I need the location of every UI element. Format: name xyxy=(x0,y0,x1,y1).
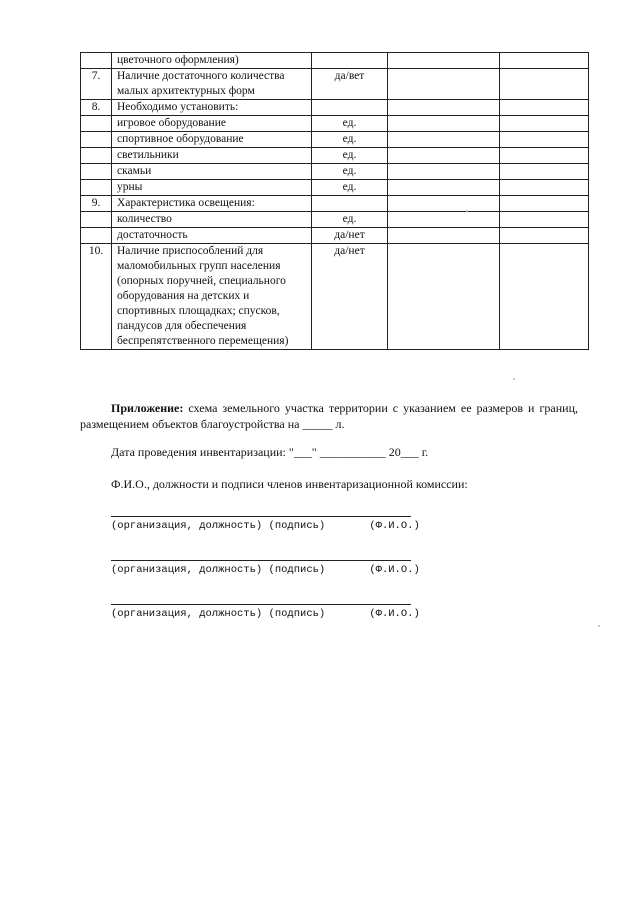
value-cell[interactable] xyxy=(388,212,500,228)
row-unit xyxy=(312,196,388,212)
row-text: Наличие приспособлений для маломобильных групп населения (опорных поручней, специального оборудования на детских и спортивных площадках; спусков, пандусов для обеспечения беспрепятственного перемещения) xyxy=(112,244,312,350)
row-number xyxy=(81,116,112,132)
table-row xyxy=(81,228,589,244)
row-text: спортивное оборудование xyxy=(112,132,312,148)
value-cell[interactable] xyxy=(388,164,500,180)
commission-heading: Ф.И.О., должности и подписи членов инвентаризационной комиссии: xyxy=(111,477,468,491)
value-cell[interactable] xyxy=(388,196,500,212)
signature-block xyxy=(111,560,491,577)
note-cell[interactable] xyxy=(500,228,589,244)
value-cell[interactable] xyxy=(388,100,500,116)
row-text: урны xyxy=(112,180,312,196)
value-cell[interactable] xyxy=(388,180,500,196)
note-cell[interactable] xyxy=(500,132,589,148)
appendix-text: схема земельного участка территории с указанием ее размеров и границ, размещением объектов благоустройства на _____ л. xyxy=(80,401,578,431)
row-unit: да/вет xyxy=(312,69,388,100)
table-row xyxy=(81,53,589,69)
value-cell[interactable] xyxy=(388,69,500,100)
signature-block xyxy=(111,604,491,621)
note-cell[interactable] xyxy=(500,244,589,350)
value-cell[interactable] xyxy=(388,148,500,164)
row-text: цветочного оформления) xyxy=(112,53,312,69)
row-text: достаточность xyxy=(112,228,312,244)
row-text: количество xyxy=(112,212,312,228)
value-cell[interactable] xyxy=(388,228,500,244)
row-text: Наличие достаточного количества малых архитектурных форм xyxy=(112,69,312,100)
signature-caption: (организация, должность) (подпись) (Ф.И.О.) xyxy=(111,564,420,576)
value-cell[interactable] xyxy=(388,53,500,69)
appendix-label: Приложение: xyxy=(111,401,184,415)
scan-speck xyxy=(513,378,515,380)
scan-speck xyxy=(466,210,468,212)
signature-caption: (организация, должность) (подпись) (Ф.И.О.) xyxy=(111,520,420,532)
signature-block xyxy=(111,516,491,533)
row-unit: ед. xyxy=(312,212,388,228)
row-number xyxy=(81,53,112,69)
row-text: Характеристика освещения: xyxy=(112,196,312,212)
row-number: 7. xyxy=(81,69,112,100)
table-row xyxy=(81,244,589,350)
table-row xyxy=(81,116,589,132)
row-unit: ед. xyxy=(312,148,388,164)
appendix-paragraph xyxy=(80,400,578,432)
note-cell[interactable] xyxy=(500,116,589,132)
signature-line[interactable] xyxy=(111,516,411,517)
row-unit: ед. xyxy=(312,180,388,196)
row-number: 10. xyxy=(81,244,112,350)
table-row xyxy=(81,148,589,164)
value-cell[interactable] xyxy=(388,116,500,132)
row-text: скамьи xyxy=(112,164,312,180)
signature-caption: (организация, должность) (подпись) (Ф.И.О.) xyxy=(111,608,420,620)
note-cell[interactable] xyxy=(500,196,589,212)
row-number: 9. xyxy=(81,196,112,212)
note-cell[interactable] xyxy=(500,148,589,164)
note-cell[interactable] xyxy=(500,100,589,116)
table-row xyxy=(81,69,589,100)
row-number xyxy=(81,180,112,196)
row-unit: ед. xyxy=(312,164,388,180)
row-unit: да/нет xyxy=(312,228,388,244)
signature-line[interactable] xyxy=(111,604,411,605)
note-cell[interactable] xyxy=(500,212,589,228)
table-row xyxy=(81,196,589,212)
note-cell[interactable] xyxy=(500,180,589,196)
table-row xyxy=(81,212,589,228)
inventory-date-line: Дата проведения инвентаризации: "___" ___________ 20___ г. xyxy=(111,445,429,459)
note-cell[interactable] xyxy=(500,164,589,180)
row-text: Необходимо установить: xyxy=(112,100,312,116)
row-text: игровое оборудование xyxy=(112,116,312,132)
row-text: светильники xyxy=(112,148,312,164)
row-number xyxy=(81,212,112,228)
signature-line[interactable] xyxy=(111,560,411,561)
value-cell[interactable] xyxy=(388,244,500,350)
row-number xyxy=(81,148,112,164)
table-row xyxy=(81,164,589,180)
row-number xyxy=(81,132,112,148)
row-number: 8. xyxy=(81,100,112,116)
note-cell[interactable] xyxy=(500,53,589,69)
row-unit: ед. xyxy=(312,132,388,148)
table-row xyxy=(81,100,589,116)
row-unit xyxy=(312,100,388,116)
value-cell[interactable] xyxy=(388,132,500,148)
inventory-table xyxy=(80,52,589,350)
table-row xyxy=(81,180,589,196)
row-unit: ед. xyxy=(312,116,388,132)
row-unit: да/нет xyxy=(312,244,388,350)
note-cell[interactable] xyxy=(500,69,589,100)
row-number xyxy=(81,164,112,180)
table-row xyxy=(81,132,589,148)
row-number xyxy=(81,228,112,244)
scan-speck xyxy=(598,625,600,627)
row-unit xyxy=(312,53,388,69)
